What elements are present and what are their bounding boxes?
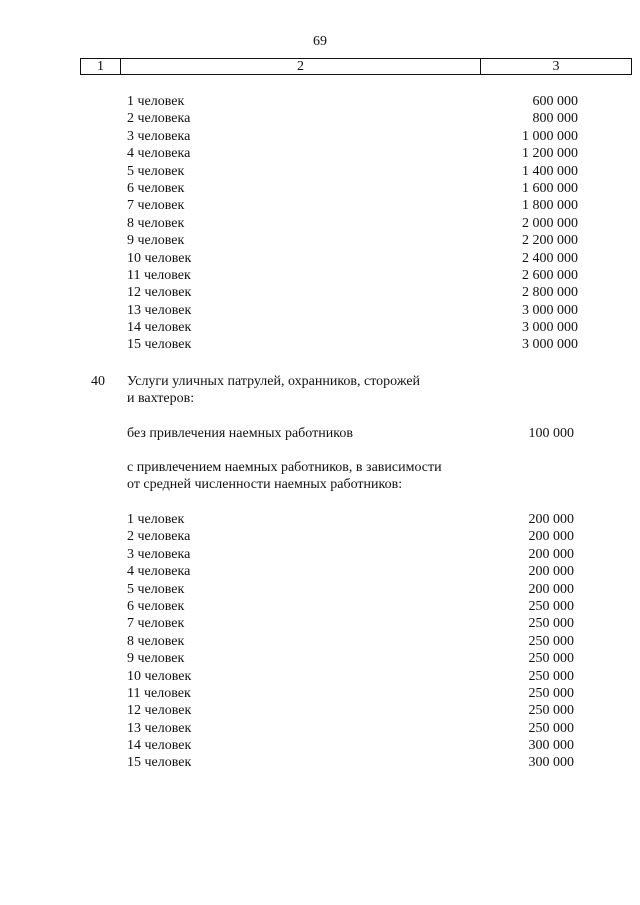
row-value: 2 200 000 [522,233,578,249]
list-row [0,180,640,197]
list-row [0,110,640,127]
row-value: 1 200 000 [522,146,578,162]
second-list [0,511,640,772]
header-col-3: 3 [552,59,560,74]
row-value: 250 000 [528,651,574,667]
list-row [0,615,640,632]
row-label: 7 человек [127,616,185,632]
row-value: 300 000 [528,755,574,771]
row-value: 1 600 000 [522,180,578,196]
list-row [0,319,640,336]
row-value: 200 000 [528,546,574,562]
table-header [80,58,632,75]
row-value: 2 000 000 [522,215,578,231]
list-row [0,581,640,598]
list-row [0,737,640,754]
row-value: 250 000 [528,668,574,684]
row-value: 600 000 [532,94,578,109]
row-label: 14 человек [127,320,192,336]
list-row [0,633,640,650]
row-value: 1 400 000 [522,163,578,179]
row-value: 250 000 [528,616,574,632]
row-value: 800 000 [532,111,578,127]
row-label: 15 человек [127,337,192,353]
row-label: 7 человек [127,198,185,214]
row-value: 300 000 [528,738,574,754]
row-label: 10 человек [127,668,192,684]
row-label: 1 человек [127,94,185,109]
row-label: 11 человек [127,685,191,701]
list-row [0,685,640,702]
list-row [0,128,640,145]
row-value: 250 000 [528,685,574,701]
list-row [0,145,640,162]
row-value: 200 000 [528,581,574,597]
list-row [0,702,640,719]
row-label: 5 человек [127,581,185,597]
list-row [0,267,640,284]
row-label: 2 человека [127,111,191,127]
list-row [0,197,640,214]
no-hired-value: 100 000 [528,426,574,441]
row-label: 4 человека [127,146,191,162]
no-hired-label: без привлечения наемных работников [127,426,353,441]
row-label: 2 человека [127,529,191,545]
row-label: 3 человека [127,128,191,144]
header-col-1: 1 [81,59,121,74]
list-row [0,754,640,771]
list-row [0,720,640,737]
page-number: 69 [313,34,327,49]
row-label: 13 человек [127,302,192,318]
row-label: 13 человек [127,720,192,736]
item-title-line-1: Услуги уличных патрулей, охранников, сторожей [127,374,421,389]
list-row [0,546,640,563]
list-row [0,650,640,667]
row-label: 9 человек [127,651,185,667]
row-label: 15 человек [127,755,192,771]
row-label: 12 человек [127,285,192,301]
list-row [0,528,640,545]
row-label: 9 человек [127,233,185,249]
list-row [0,668,640,685]
row-label: 8 человек [127,633,185,649]
row-label: 3 человека [127,546,191,562]
row-value: 3 000 000 [522,337,578,353]
row-value: 3 000 000 [522,302,578,318]
list-row [0,563,640,580]
row-value: 250 000 [528,598,574,614]
with-hired-line-1: с привлечением наемных работников, в зависимости [127,460,442,475]
row-label: 4 человека [127,564,191,580]
row-value: 3 000 000 [522,320,578,336]
row-value: 2 800 000 [522,285,578,301]
list-row [0,93,640,110]
list-row [0,284,640,301]
first-list [0,93,640,354]
with-hired-line-2: от средней численности наемных работников: [127,477,403,493]
row-label: 6 человек [127,598,185,614]
row-label: 11 человек [127,267,191,283]
row-label: 10 человек [127,250,192,266]
row-label: 12 человек [127,703,192,719]
row-label: 8 человек [127,215,185,231]
list-row [0,163,640,180]
row-value: 1 000 000 [522,128,578,144]
row-label: 14 человек [127,738,192,754]
row-value: 250 000 [528,720,574,736]
row-label: 5 человек [127,163,185,179]
row-value: 200 000 [528,529,574,545]
list-row [0,336,640,353]
row-value: 2 400 000 [522,250,578,266]
row-label: 6 человек [127,180,185,196]
row-value: 200 000 [528,564,574,580]
row-value: 200 000 [528,512,574,527]
row-label: 1 человек [127,512,185,527]
list-row [0,511,640,528]
list-row [0,215,640,232]
row-value: 250 000 [528,703,574,719]
item-number: 40 [91,374,105,389]
list-row [0,232,640,249]
list-row [0,302,640,319]
row-value: 1 800 000 [522,198,578,214]
list-row [0,598,640,615]
row-value: 2 600 000 [522,267,578,283]
list-row [0,250,640,267]
row-value: 250 000 [528,633,574,649]
header-col-2: 2 [121,59,481,74]
item-title-line-2: и вахтеров: [127,391,195,407]
